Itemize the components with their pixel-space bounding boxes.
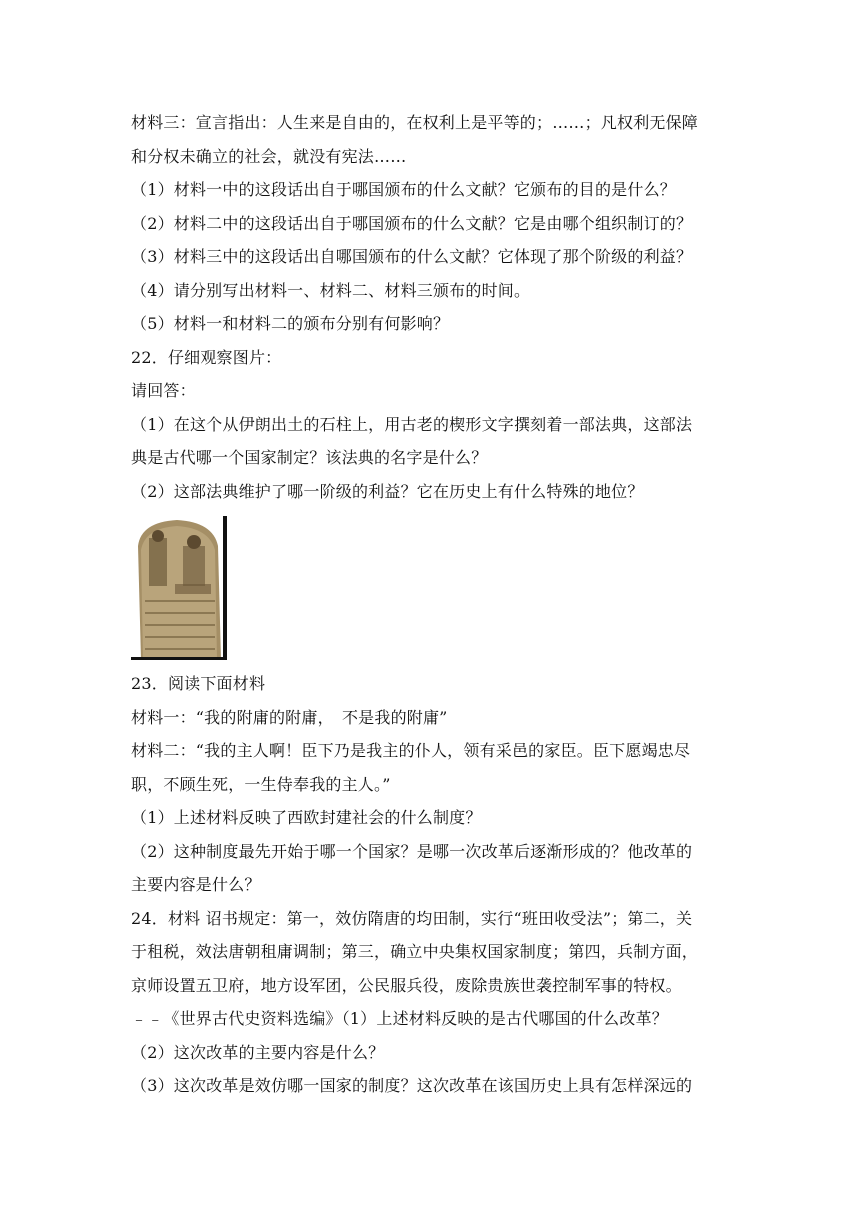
question-line: （3）这次改革是效仿哪一国家的制度？这次改革在该国历史上具有怎样深远的 xyxy=(131,1076,693,1095)
text-line: 京师设置五卫府，地方设军团，公民服兵役，废除贵族世袭控制军事的特权。 xyxy=(131,976,682,995)
text-line: 请回答： xyxy=(131,381,196,400)
text-line: 于租税，效法唐朝租庸调制；第三，确立中央集权国家制度；第四，兵制方面， xyxy=(131,942,699,961)
question-line: （1）在这个从伊朗出土的石柱上，用古老的楔形文字撰刻着一部法典，这部法 xyxy=(131,415,693,434)
question-line: （2）这次改革的主要内容是什么？ xyxy=(131,1043,385,1062)
question-line: 典是古代哪一个国家制定？该法典的名字是什么？ xyxy=(131,448,488,467)
question-heading: 22．仔细观察图片： xyxy=(131,348,282,367)
question-line: （3）材料三中的这段话出自哪国颁布的什么文献？它体现了那个阶级的利益？ xyxy=(131,247,693,266)
question-line: （5）材料一和材料二的颁布分别有何影响？ xyxy=(131,314,450,333)
hammurabi-stele-image xyxy=(131,516,227,660)
text-line: 材料三：宣言指出：人生来是自由的，在权利上是平等的；……；凡权利无保障 xyxy=(131,113,699,132)
question-line: （1）上述材料反映了西欧封建社会的什么制度？ xyxy=(131,808,482,827)
question-line: （2）这种制度最先开始于哪一个国家？是哪一次改革后逐渐形成的？他改革的 xyxy=(131,842,693,861)
text-line: 材料二：“我的主人啊！臣下乃是我主的仆人，领有采邑的家臣。臣下愿竭忠尽 xyxy=(131,741,691,760)
text-line: ﹣﹣《世界古代史资料选编》（1）上述材料反映的是古代哪国的什么改革？ xyxy=(131,1009,668,1028)
question-line: 主要内容是什么？ xyxy=(131,875,261,894)
question-line: （2）这部法典维护了哪一阶级的利益？它在历史上有什么特殊的地位？ xyxy=(131,482,644,501)
question-line: （2）材料二中的这段话出自于哪国颁布的什么文献？它是由哪个组织制订的？ xyxy=(131,214,693,233)
question-heading: 24．材料 诏书规定：第一，效仿隋唐的均田制，实行“班田收受法”；第二，关 xyxy=(131,909,693,928)
text-line: 和分权未确立的社会，就没有宪法…… xyxy=(131,147,407,166)
text-line: 职，不顾生死，一生侍奉我的主人。” xyxy=(131,775,391,794)
question-line: （1）材料一中的这段话出自于哪国颁布的什么文献？它颁布的目的是什么？ xyxy=(131,180,676,199)
text-line: 材料一：“我的附庸的附庸， 不是我的附庸” xyxy=(131,708,448,727)
question-heading: 23．阅读下面材料 xyxy=(131,674,266,693)
question-line: （4）请分别写出材料一、材料二、材料三颁布的时间。 xyxy=(131,281,531,300)
